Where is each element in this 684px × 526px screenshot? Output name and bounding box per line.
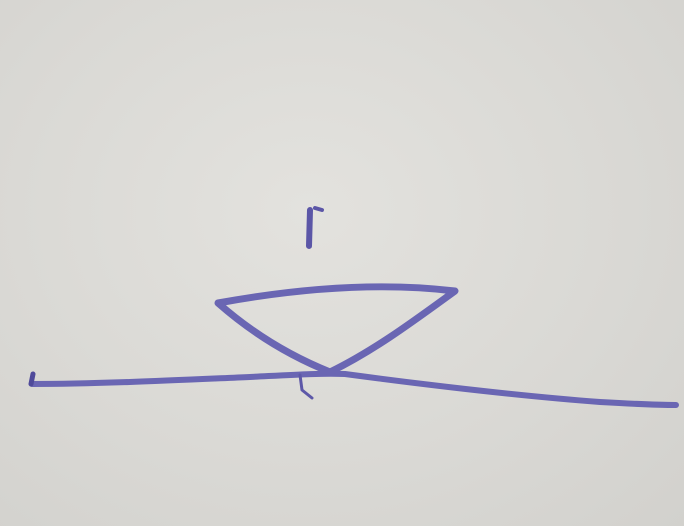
baseline-stroke bbox=[32, 374, 676, 405]
triangle-stroke bbox=[218, 287, 455, 372]
baseline-end-mark bbox=[31, 374, 33, 384]
tick-mark-top bbox=[315, 208, 322, 210]
tick-mark bbox=[309, 210, 310, 246]
crossing-mark bbox=[300, 375, 312, 398]
